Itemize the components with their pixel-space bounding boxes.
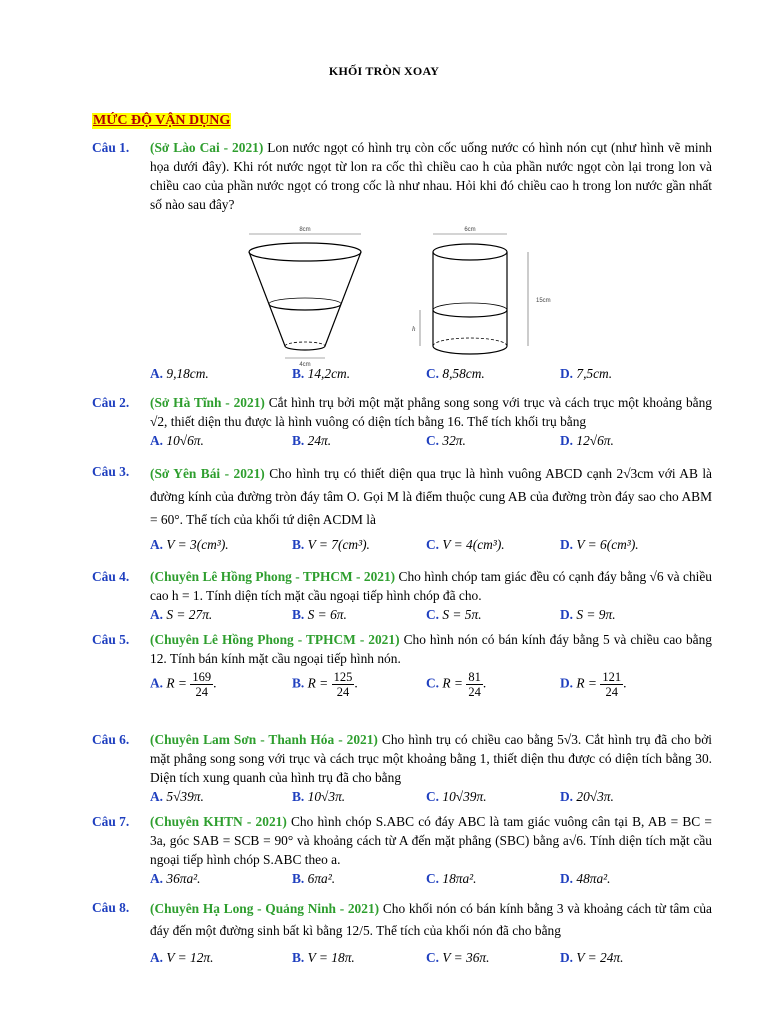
question-6 — [92, 730, 712, 807]
question-text — [150, 138, 712, 214]
question-7 — [92, 812, 712, 889]
question-body: Cho hình trụ có thiết diện qua trục là hình vuông ABCD cạnh 2√3cm với AB là đường kính của đường tròn đáy tâm O. Gọi M là điểm thuộc cung AB của đường tròn đáy sao cho ABM = 60°. Thể tích của khối tứ diện ACDM là — [150, 466, 712, 527]
option-d[interactable]: D. S = 9π. — [560, 607, 616, 622]
question-number: Câu 3. — [92, 464, 130, 479]
question-body: Lon nước ngọt có hình trụ còn cốc uống nước có hình nón cụt (như hình vẽ minh họa dưới đây). Khi rót nước ngọt từ lon ra cốc thì chiều cao h của phần nước ngọt còn lại trong lon và chiều cao của phần nước ngọt có trong cốc là như nhau. Hỏi khi đó chiều cao h trong lon nước gần nhất số nào sau đây? — [150, 140, 712, 212]
option-a[interactable]: A. V = 3(cm³). — [150, 537, 229, 552]
question-text — [150, 898, 712, 942]
option-d[interactable]: D. 7,5cm. — [560, 366, 613, 381]
option-c[interactable]: C. 32π. — [426, 433, 466, 448]
question-text — [150, 730, 712, 787]
option-a[interactable]: A. R = $\frac{169}{24}$ . — [150, 670, 217, 699]
option-d[interactable]: D. R = $\frac{121}{24}$ . — [560, 670, 627, 699]
option-b[interactable]: B. 10√3π. — [292, 789, 346, 804]
question-text — [150, 567, 712, 605]
question-source: (Chuyên Lê Hồng Phong - TPHCM - 2021) — [150, 632, 400, 647]
option-a[interactable]: A. 9,18cm. — [150, 366, 209, 381]
figure-cup-and-can — [150, 214, 712, 368]
options-row — [150, 535, 712, 555]
question-body: Cho hình chóp S.ABC có đáy ABC là tam giác vuông cân tại B, AB = BC = 3a, góc SAB = SCB = 90° và khoảng cách từ A đến mặt phẳng (SBC) bằng a√6. Tính diện tích mặt cầu ngoại tiếp hình chóp S.ABC theo a. — [150, 814, 712, 867]
section-heading: MỨC ĐỘ VẬN DỤNG — [93, 113, 231, 128]
option-b[interactable]: B. R = $\frac{125}{24}$ . — [292, 670, 358, 699]
options-row — [150, 948, 712, 968]
option-d[interactable]: D. 12√6π. — [560, 433, 614, 448]
option-d[interactable]: D. V = 6(cm³). — [560, 537, 639, 552]
question-text — [150, 630, 712, 668]
option-b[interactable]: B. V = 7(cm³). — [292, 537, 370, 552]
question-body: Cho hình chóp tam giác đều có cạnh đáy bằng √6 và chiều cao h = 1. Tính diện tích mặt cầu ngoại tiếp hình chóp đã cho. — [150, 569, 712, 603]
option-d[interactable]: D. V = 24π. — [560, 950, 624, 965]
cup-can-illustration — [190, 218, 610, 368]
question-number: Câu 8. — [92, 900, 130, 915]
question-number: Câu 6. — [92, 732, 130, 747]
option-a[interactable]: A. 10√6π. — [150, 433, 204, 448]
question-source: (Chuyên Lê Hồng Phong - TPHCM - 2021) — [150, 569, 396, 584]
question-source: (Sở Lào Cai - 2021) — [150, 140, 264, 155]
option-a[interactable]: A. 5√39π. — [150, 789, 204, 804]
option-c[interactable]: C. 18πa². — [426, 871, 477, 886]
options-row — [150, 787, 712, 807]
can-top-label: 6cm — [464, 227, 476, 233]
option-a[interactable]: A. 36πa². — [150, 871, 201, 886]
question-number: Câu 1. — [92, 140, 130, 155]
options-row — [150, 670, 712, 706]
option-c[interactable]: C. 8,58cm. — [426, 366, 485, 381]
question-source: (Sở Yên Bái - 2021) — [150, 466, 265, 481]
question-source: (Chuyên KHTN - 2021) — [150, 814, 287, 829]
question-source: (Sở Hà Tĩnh - 2021) — [150, 395, 265, 410]
options-row — [150, 431, 712, 451]
question-4 — [92, 567, 712, 625]
option-c[interactable]: C. 10√39π. — [426, 789, 487, 804]
option-d[interactable]: D. 20√3π. — [560, 789, 614, 804]
question-number: Câu 2. — [92, 395, 130, 410]
option-d[interactable]: D. 48πa². — [560, 871, 611, 886]
option-b[interactable]: B. 24π. — [292, 433, 332, 448]
option-c[interactable]: C. R = $\frac{81}{24}$ . — [426, 670, 487, 699]
options-row — [150, 364, 712, 384]
can-height-label: 15cm — [536, 298, 551, 304]
question-text — [150, 393, 712, 431]
cup-bottom-label: 4cm — [299, 362, 311, 368]
can-h-label: h — [412, 325, 416, 333]
question-number: Câu 7. — [92, 814, 130, 829]
question-number: Câu 4. — [92, 569, 130, 584]
option-a[interactable]: A. S = 27π. — [150, 607, 213, 622]
question-source: (Chuyên Lam Sơn - Thanh Hóa - 2021) — [150, 732, 378, 747]
option-c[interactable]: C. S = 5π. — [426, 607, 482, 622]
options-row — [150, 869, 712, 889]
question-body: Cắt hình trụ bởi một mặt phẳng song song với trục và cách trục một khoảng bằng √2, thiết diện thu được là hình vuông có diện tích bằng 16. Thể tích khối trụ bằng — [150, 395, 712, 429]
option-b[interactable]: B. V = 18π. — [292, 950, 355, 965]
cup-top-label: 8cm — [299, 227, 311, 233]
option-b[interactable]: B. 14,2cm. — [292, 366, 351, 381]
question-number: Câu 5. — [92, 632, 130, 647]
question-text — [150, 812, 712, 869]
question-source: (Chuyên Hạ Long - Quảng Ninh - 2021) — [150, 901, 380, 916]
document-title: KHỐI TRÒN XOAY — [328, 64, 440, 78]
question-8 — [92, 898, 712, 968]
question-5 — [92, 630, 712, 706]
question-2 — [92, 393, 712, 451]
option-a[interactable]: A. V = 12π. — [150, 950, 214, 965]
question-body: Cho khối nón có bán kính bằng 3 và khoảng cách từ tâm của đáy đến một đường sinh bất kì bằng 12/5. Thể tích của khối nón đã cho bằng — [150, 901, 712, 938]
question-text — [150, 462, 712, 531]
option-b[interactable]: B. S = 6π. — [292, 607, 347, 622]
question-body: Cho hình nón có bán kính đáy bằng 5 và chiều cao bằng 12. Tính bán kính mặt cầu ngoại tiếp hình nón. — [150, 632, 712, 666]
options-row — [150, 605, 712, 625]
option-c[interactable]: C. V = 4(cm³). — [426, 537, 505, 552]
question-3 — [92, 462, 712, 555]
option-c[interactable]: C. V = 36π. — [426, 950, 490, 965]
question-body: Cho hình trụ có chiều cao bằng 5√3. Cắt hình trụ đã cho bởi mặt phẳng song song với trục và cách trục một khoảng bằng 1, thiết diện thu được có diện tích bằng 30. Diện tích xung quanh của hình trụ đã cho bằng — [150, 732, 713, 785]
option-b[interactable]: B. 6πa². — [292, 871, 336, 886]
question-1 — [92, 138, 712, 384]
